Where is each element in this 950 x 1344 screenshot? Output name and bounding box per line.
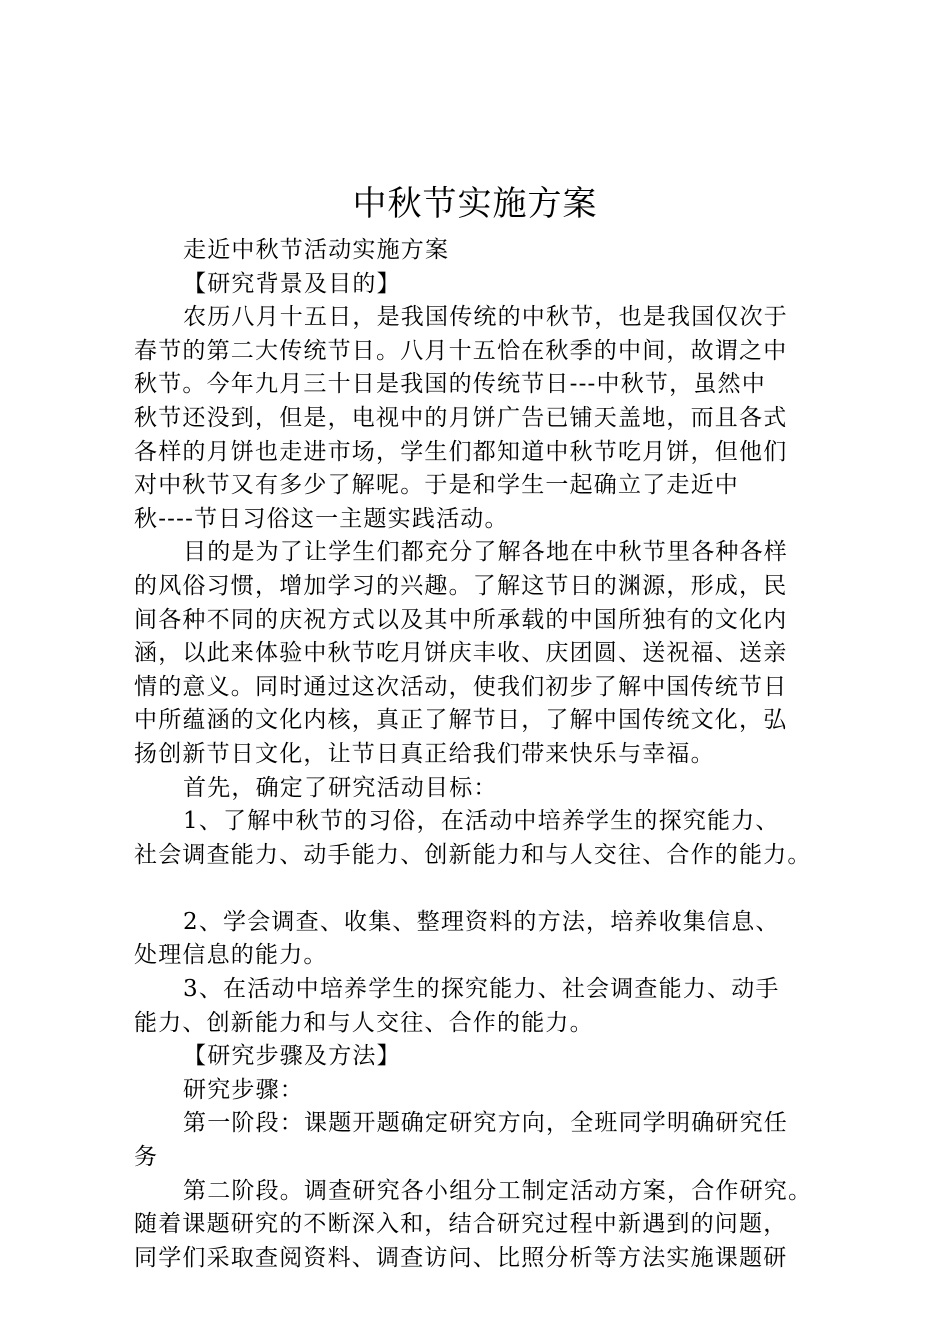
paragraph-line: 春节的第二大传统节日。八月十五恰在秋季的中间，故谓之中 [134,337,788,364]
paragraph-line: 秋节。今年九月三十日是我国的传统节日---中秋节，虽然中 [134,371,766,398]
paragraph-line: 的风俗习惯，增加学习的兴趣。了解这节日的渊源，形成，民 [134,572,788,599]
paragraph-line: 同学们采取查阅资料、调查访问、比照分析等方法实施课题研 [134,1244,788,1271]
document-body [134,234,840,1275]
paragraph-line: 秋节还没到，但是，电视中的月饼广告已铺天盖地，而且各式 [134,404,788,431]
paragraph-line: 扬创新节日文化，让节日真正给我们带来快乐与幸福。 [134,740,715,767]
blank-line [134,872,840,906]
paragraph-line: 农历八月十五日，是我国传统的中秋节，也是我国仅次于 [183,304,788,331]
document-title: 中秋节实施方案 [352,184,598,224]
goal-item-2: 2、学会调查、收集、整理资料的方法，培养收集信息、 [183,908,780,935]
paragraph-line: 涵，以此来体验中秋节吃月饼庆丰收、庆团圆、送祝福、送亲 [134,640,788,667]
paragraph-line: 随着课题研究的不断深入和，结合研究过程中新遇到的问题， [134,1211,788,1238]
paragraph-line: 对中秋节又有多少了解呢。于是和学生一起确立了走近中 [134,472,739,499]
subtitle-line: 走近中秋节活动实施方案 [183,237,450,263]
paragraph-line: 首先，确定了研究活动目标： [183,774,498,801]
goal-item-1: 1、了解中秋节的习俗，在活动中培养学生的探究能力、 [183,808,780,835]
goal-item-2-continued: 处理信息的能力。 [134,942,328,969]
paragraph-line: 目的是为了让学生们都充分了解各地在中秋节里各种各样 [183,539,788,566]
paragraph-line: 情的意义。同时通过这次活动，使我们初步了解中国传统节日 [134,673,788,700]
paragraph-line: 务 [134,1144,159,1171]
paragraph-line: 间各种不同的庆祝方式以及其中所承载的中国所独有的文化内 [134,606,788,633]
paragraph-line: 秋----节日习俗这一主题实践活动。 [134,505,509,532]
section-heading-background: 【研究背景及目的】 [183,270,401,297]
section-heading-steps: 【研究步骤及方法】 [183,1043,401,1070]
paragraph-line: 研究步骤： [183,1076,304,1103]
paragraph-line: 各样的月饼也走进市场，学生们都知道中秋节吃月饼，但他们 [134,438,788,465]
goal-item-3: 3、在活动中培养学生的探究能力、社会调查能力、动手 [183,976,780,1003]
goal-item-1-continued: 社会调查能力、动手能力、创新能力和与人交往、合作的能力。 [134,841,812,868]
paragraph-line: 第一阶段：课题开题确定研究方向，全班同学明确研究任 [183,1110,788,1137]
paragraph-line: 第二阶段。调查研究各小组分工制定活动方案，合作研究。 [183,1177,813,1204]
paragraph-line: 中所蕴涵的文化内核，真正了解节日，了解中国传统文化，弘 [134,707,788,734]
goal-item-3-continued: 能力、创新能力和与人交往、合作的能力。 [134,1009,594,1036]
